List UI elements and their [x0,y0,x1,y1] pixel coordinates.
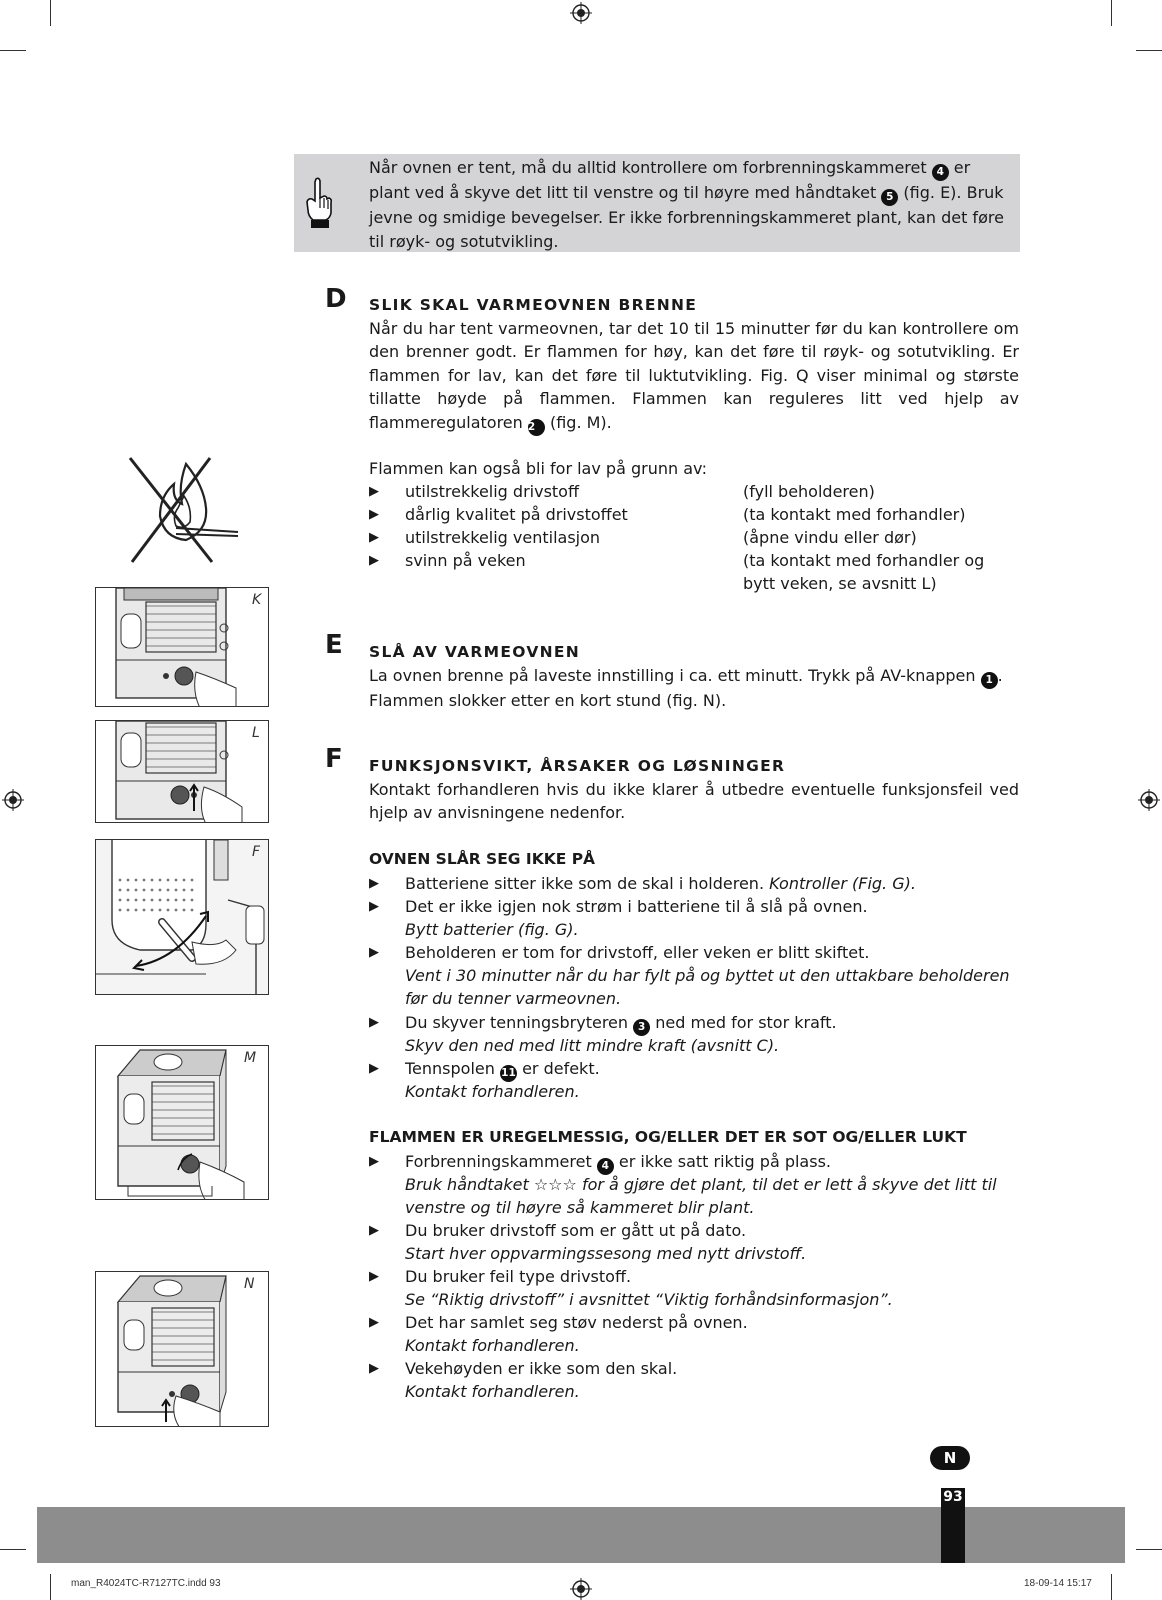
list-item: ▶ Det er ikke igjen nok strøm i batteriene til å slå på ovnen. Bytt batterier (fig. G). [369,897,868,939]
pointing-hand-icon [302,176,334,230]
list-item: ▶ Vekehøyden er ikke som den skal. Kontakt forhandleren. [369,1359,678,1401]
crop-mark [0,50,26,51]
no-open-flame-icon [126,456,242,566]
registration-mark-icon [2,789,24,811]
list-item: ▶ Det har samlet seg støv nederst på ovnen. Kontakt forhandleren. [369,1313,748,1355]
page-number: 93 [943,1489,963,1505]
section-letter: E [325,630,343,660]
note-box [294,154,1020,252]
crop-mark [1111,1574,1112,1600]
crop-mark [1111,0,1112,26]
list-item: ▶ Du bruker feil type drivstoff. Se “Riktig drivstoff” i avsnittet “Viktig forhåndsinformasjon”. [369,1267,893,1309]
file-slug: man_R4024TC-R7127TC.indd 93 [71,1578,221,1589]
figure-label: M [244,1050,257,1066]
figure-label: K [252,592,262,608]
section-heading: SLIK SKAL VARMEOVNEN BRENNE [369,296,698,314]
crop-mark [0,1549,26,1550]
figure-n [95,1271,269,1427]
figure-k [95,587,269,707]
section-letter: F [325,744,343,774]
list-item: ▶ Forbrenningskammeret 4 er ikke satt riktig på plass. Bruk håndtaket ☆☆☆ for å gjøre det plant, til det er lett å skyve det litt til venstre og til høyre så kammeret blir plant. [369,1152,997,1217]
figure-l [95,720,269,823]
figure-label: L [252,725,260,741]
crop-mark [50,0,51,26]
figure-m [95,1045,269,1200]
subsection-heading: OVNEN SLÅR SEG IKKE PÅ [369,850,596,868]
crop-mark [1136,50,1162,51]
section-heading: FUNKSJONSVIKT, ÅRSAKER OG LØSNINGER [369,757,786,775]
list-item: ▶ Du bruker drivstoff som er gått ut på dato. Start hver oppvarmingssesong med nytt drivstoff. [369,1221,807,1263]
note-text: Når ovnen er tent, må du alltid kontrollere om forbrenningskammeret 4 er plant ved å skyve det litt til venstre og til høyre med håndtaket 5 (fig. E). Bruk jevne og smidige bevegelser. Er ikke forbrenningskammeret plant, kan det føre til røyk- og sotutvikling. [369,158,1004,251]
registration-mark-icon [1138,789,1160,811]
section-paragraph: Kontakt forhandleren hvis du ikke klarer å utbedre eventuelle funksjonsfeil ved hjelp av anvisningene nedenfor. [369,780,1019,823]
list-item: ▶ svinn på veken (ta kontakt med forhandler og bytt veken, se avsnitt L) [369,551,985,593]
figure-label: F [252,844,261,860]
list-item: ▶ Du skyver tenningsbryteren 3 ned med for stor kraft. Skyv den ned med litt mindre kraft (avsnitt C). [369,1013,837,1055]
section-letter: D [325,284,347,314]
figure-f [95,839,269,995]
section-paragraph: Når du har tent varmeovnen, tar det 10 til 15 minutter før du kan kontrollere om den brenner godt. Er flammen for høy, kan det føre til røyk- og sotutvikling. Er flammen for lav, kan det føre til luktutvikling. Fig. Q viser minimal og største tillatte høyde på flammen. Flammen kan reguleres litt ved hjelp av flammeregulatoren 2 (fig. M). [369,317,1019,436]
section-paragraph: La ovnen brenne på laveste innstilling i ca. ett minutt. Trykk på AV-knappen 1 . Flammen slokker etter en kort stund (fig. N). [369,666,1003,710]
language-badge: N [930,1446,970,1470]
crop-mark [1136,1549,1162,1550]
causes-intro: Flammen kan også bli for lav på grunn av: [369,459,707,478]
list-item: ▶ Tennspolen 11 er defekt. Kontakt forhandleren. [369,1059,600,1101]
section-heading: SLÅ AV VARMEOVNEN [369,643,581,661]
list-item: ▶ Beholderen er tom for drivstoff, eller veken er blitt skiftet. Vent i 30 minutter når du har fylt på og byttet ut den uttakbare beholderen før du tenner varmeovnen. [369,943,1010,1008]
registration-mark-icon [570,1578,592,1600]
subsection-heading: FLAMMEN ER UREGELMESSIG, OG/ELLER DET ER SOT OG/ELLER LUKT [369,1128,967,1146]
figure-label: N [244,1276,255,1292]
date-slug: 18-09-14 15:17 [1024,1578,1092,1589]
crop-mark [50,1574,51,1600]
registration-mark-icon [570,2,592,24]
